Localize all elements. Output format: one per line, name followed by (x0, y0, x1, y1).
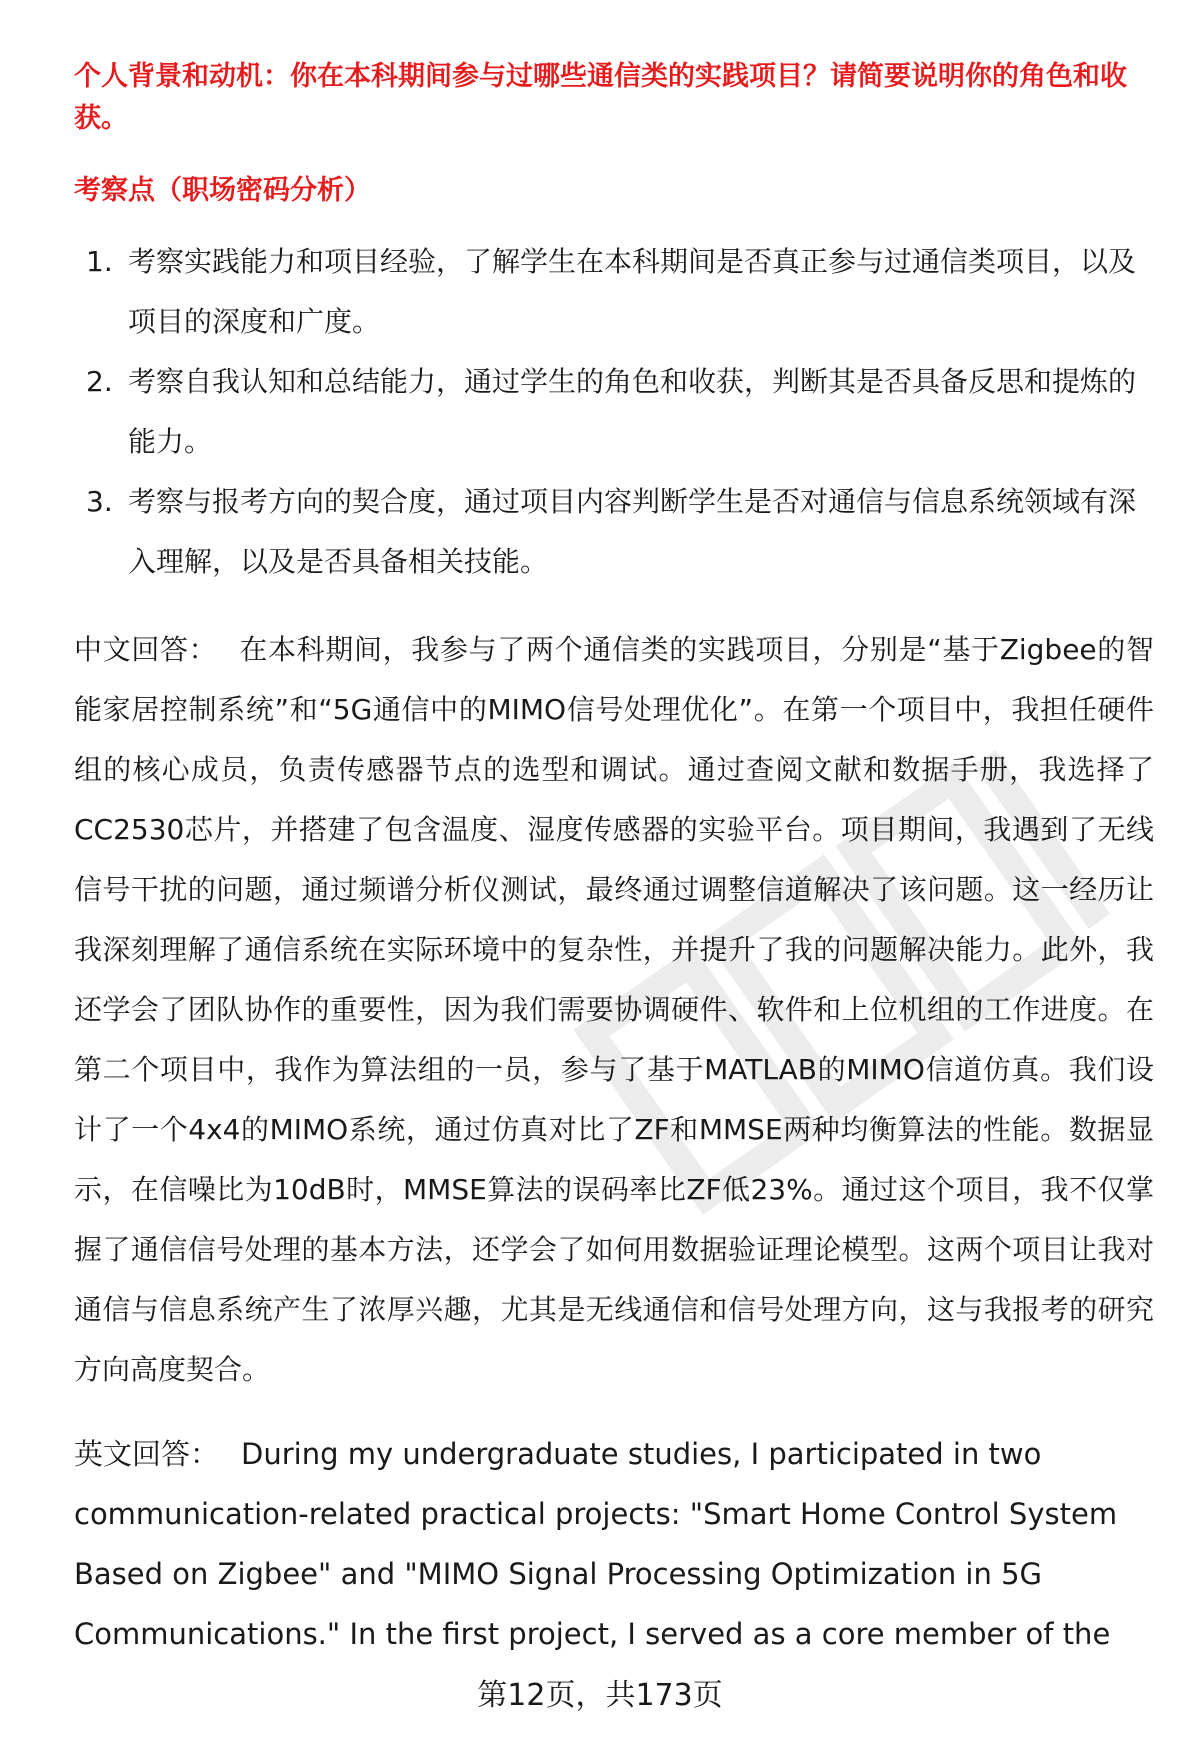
analysis-point (74, 232, 1154, 352)
chinese-answer (74, 620, 1154, 1400)
point-text: 考察自我认知和总结能力，通过学生的角色和收获，判断其是否具备反思和提炼的能力。 (128, 365, 1137, 458)
english-answer-label: 英文回答： (74, 1437, 220, 1471)
question-heading: 个人背景和动机：你在本科期间参与过哪些通信类的实践项目？请简要说明你的角色和收获。 (74, 61, 1127, 134)
point-number: 1. (86, 245, 113, 278)
analysis-title: 考察点（职场密码分析） (74, 175, 371, 206)
analysis-point (74, 352, 1154, 472)
document-page (74, 56, 1154, 1664)
english-answer (74, 1424, 1154, 1664)
analysis-point (74, 472, 1154, 592)
point-text: 考察与报考方向的契合度，通过项目内容判断学生是否对通信与信息系统领域有深入理解，以及是否具备相关技能。 (128, 485, 1137, 578)
chinese-answer-label: 中文回答： (74, 633, 218, 666)
point-text: 考察实践能力和项目经验，了解学生在本科期间是否真正参与过通信类项目，以及项目的深度和广度。 (128, 245, 1137, 338)
point-number: 3. (86, 485, 113, 518)
point-number: 2. (86, 365, 113, 398)
analysis-points-list (74, 232, 1154, 592)
english-answer-text: During my undergraduate studies, I participated in two communication-related practical projects: "Smart Home Control System Based on Zigbee" and "MIMO Signal Processing Optimization in 5G Communications." In the first project, I served as a core member of the (74, 1437, 1118, 1651)
page-number-footer: 第12页，共173页 (477, 1678, 723, 1713)
chinese-answer-text: 在本科期间，我参与了两个通信类的实践项目，分别是“基于Zigbee的智能家居控制系统”和“5G通信中的MIMO信号处理优化”。在第一个项目中，我担任硬件组的核心成员，负责传感器节点的选型和调试。通过查阅文献和数据手册，我选择了CC2530芯片，并搭建了包含温度、湿度传感器的实验平台。项目期间，我遇到了无线信号干扰的问题，通过频谱分析仪测试，最终通过调整信道解决了该问题。这一经历让我深刻理解了通信系统在实际环境中的复杂性，并提升了我的问题解决能力。此外，我还学会了团队协作的重要性，因为我们需要协调硬件、软件和上位机组的工作进度。在第二个项目中，我作为算法组的一员，参与了基于MATLAB的MIMO信道仿真。我们设计了一个4x4的MIMO系统，通过仿真对比了ZF和MMSE两种均衡算法的性能。数据显示，在信噪比为10dB时，MMSE算法的误码率比ZF低23%。通过这个项目，我不仅掌握了通信信号处理的基本方法，还学会了如何用数据验证理论模型。这两个项目让我对通信与信息系统产生了浓厚兴趣，尤其是无线通信和信号处理方向，这与我报考的研究方向高度契合。 (74, 633, 1154, 1386)
